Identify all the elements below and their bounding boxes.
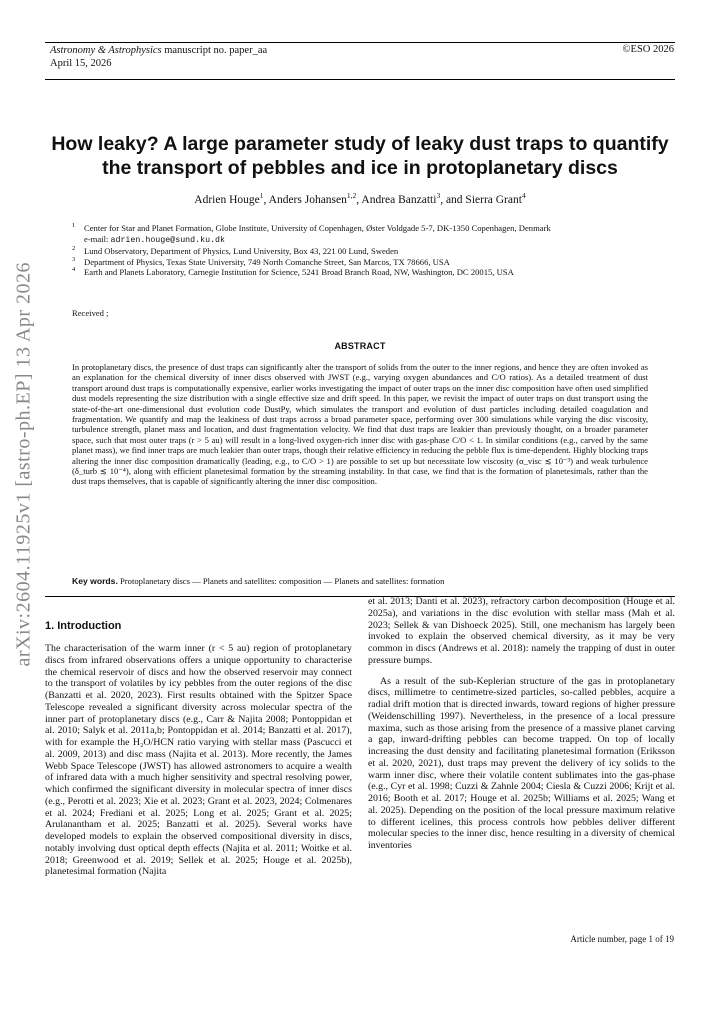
page-footer: Article number, page 1 of 19 xyxy=(570,934,674,944)
keywords-text: Protoplanetary discs — Planets and satellites: composition — Planets and satellites: formation xyxy=(120,576,445,586)
author-affil-marker: 4 xyxy=(521,191,526,200)
copyright: ©ESO 2026 xyxy=(622,44,674,55)
affiliation-item: 1 Center for Star and Planet Formation, Globe Institute, University of Copenhagen, Øster Voldgade 5-7, DK-1350 Copenhagen, Denmark e-mail: adrien.houge@sund.ku.dk xyxy=(72,222,551,245)
affiliation-item: 2 Lund Observatory, Department of Physics, Lund University, Box 43, 221 00 Lund, Sweden xyxy=(72,245,399,257)
affiliations xyxy=(72,223,662,278)
keywords-label: Key words. xyxy=(72,576,118,586)
left-column-text: The characterisation of the warm inner (r < 5 au) region of protoplanetary discs from infrared observations offers a unique opportunity to characterise the chemical reservoir of discs and how the observed reservoir may connect to the transport of volatiles by icy pebbles from the outer regions of the disc (Banzatti et al. 2020, 2023). First results obtained with the Spitzer Space Telescope revealed a significant diversity across molecular spectra of the inner part of protoplanetary discs (e.g., Carr & Najita 2008; Pontoppidan et al. 2010; Salyk et al. 2011a,b; Pontoppidan et al. 2014; Banzatti et al. 2017), with for example the H₂O/HCN ratio varying with stellar mass (Pascucci et al. 2009, 2013) and disc mass (Najita et al. 2013). More recently, the James Webb Space Telescope (JWST) has allowed astronomers to acquire a wealth of infrared data with a much higher sensitivity and spectral resolving power, which confirmed the significant diversity in molecular spectra of inner discs (e.g., Perotti et al. 2023; Xie et al. 2023; Grant et al. 2023, 2024; Colmenares et al. 2024; Frediani et al. 2025; Long et al. 2025; Grant et al. 2025; Arulanantham et al. 2025; Banzatti et al. 2025). Several works have developed models to explain the observed compositional diversity in discs, notably involving dust optical depth effects (Najita et al. 2011; Woitke et al. 2018; Greenwood et al. 2019; Sellek et al. 2025; Houge et al. 2025b), planetesimal formation (Najita xyxy=(45,643,352,878)
section-heading: 1. Introduction xyxy=(45,620,122,632)
header-date: April 15, 2026 xyxy=(50,58,112,69)
abstract-heading: ABSTRACT xyxy=(334,341,386,351)
arxiv-stamp[interactable]: arXiv:2604.11925v1 [astro-ph.EP] 13 Apr 2026 xyxy=(12,261,35,667)
author-list: Adrien Houge$^1$, Anders Johansen$^{1,2}$, Andrea Banzatti$^3$, and Sierra Grant$^4$ xyxy=(194,191,526,206)
paper-title: How leaky? A large parameter study of leaky dust traps to quantify the transport of pebbles and ice in protoplanetary discs xyxy=(51,133,669,179)
manuscript-label: manuscript no. paper_aa xyxy=(161,45,268,56)
running-header xyxy=(50,44,267,70)
author-affil-marker: 1,2 xyxy=(346,191,357,200)
keywords-line xyxy=(72,576,648,586)
email-label: e-mail: xyxy=(84,233,111,244)
right-column-paragraph: As a result of the sub-Keplerian structure of the gas in protoplanetary discs, millimetre to centimetre-sized particles, so-called pebbles, acquire a radial drift motion that is directed inwards, toward regions of higher pressure (Weidenschilling 1997). Nevertheless, in the presence of a local pressure maxima, such as those arising from the presence of a massive planet carving a gap, inward-drifting pebbles can become trapped. On top of locally increasing the dust density and facilitating planetesimal formation (Eriksson et al. 2020, 2021), dust traps may prevent the delivery of icy solids to the warm inner disc, where their volatile content sublimates into the gas-phase (e.g., Cyr et al. 1998; Cuzzi & Zahnle 2004; Ciesla & Cuzzi 2006; Krijt et al. 2016; Booth et al. 2017; Houge et al. 2025b; Williams et al. 2025; Wang et al. 2025). Depending on the position of the local pressure maximum relative to different icelines, this process controls how pebbles deliver different molecular species to the inner disc, hence resulting in a diversity of chemical inventories xyxy=(368,675,675,851)
author-name: Sierra Grant xyxy=(465,193,522,206)
abstract-text: In protoplanetary discs, the presence of dust traps can significantly alter the transport of solids from the outer to the inner regions, and hence they are often invoked as an explanation for the chemical diversity of inner discs observed with JWST (e.g., varying oxygen abundances and C/O ratios). As a detailed treatment of dust transport around dust traps is computationally expensive, earlier works investigating the impact of outer traps on the inner disc composition have often used simplified dust models representing the size distribution with a single effective size and drift speed. In this paper, we revisit the impact of outer traps on dust transport using the state-of-the-art one-dimensional dust evolution code DustPy, which simulates the transport and evolution of dust particles including detailed coagulation and fragmentation. We quantify and map the leakiness of dust traps across a broad parameter space, performing over 300 simulations while varying the disc viscosity, turbulence strength, planet mass and location, and dust fragmentation velocity. We find that dust traps are leakier than previously thought, on a broader parameter space, such that most outer traps (r > 5 au) will result in a long-lived oxygen-rich inner disc with gas-phase C/O < 1. In similar conditions (e.g., carved by the same planet mass), we find inner traps are much leakier than outer traps, though their relative efficiency in reducing the pebble flux is time-dependent. Highly blocking traps altering the inner disc composition dramatically (leading, e.g., to C/O > 1) are possible to set up but necessitate low viscosity (α_visc ≲ 10⁻³) and weak turbulence (δ_turb ≲ 10⁻⁴), along with efficient planetesimal formation by the streaming instability. In that case, we find that is the formation of planetesimals, rather than the dust traps themselves, that is capable of significantly altering the inner disc composition. xyxy=(72,362,648,487)
author-name: Anders Johansen xyxy=(268,193,347,206)
affiliation-item: 3 Department of Physics, Texas State University, 749 North Comanche Street, San Marcos, TX 78666, USA xyxy=(72,255,450,267)
author-name: Adrien Houge xyxy=(194,193,260,206)
right-column xyxy=(368,596,675,852)
email-link[interactable]: adrien.houge@sund.ku.dk xyxy=(110,235,226,245)
affiliation-item: 4 Earth and Planets Laboratory, Carnegie Institution for Science, 5241 Broad Branch Road, NW, Washington, DC 20015, USA xyxy=(72,266,514,278)
right-column-paragraph: et al. 2013; Danti et al. 2023), refractory carbon decomposition (Houge et al. 2025a), and variations in the disc evolution with stellar mass (Mah et al. 2023; Sellek & van Dishoeck 2025). Still, one mechanism has largely been invoked to explain the observed chemical diversity, as it may be very common in discs (Andrews et al. 2018): namely the trapping of dust in outer pressure bumps. xyxy=(368,596,675,666)
author-affil-marker: 1 xyxy=(259,191,264,200)
author-affil-marker: 3 xyxy=(436,191,441,200)
journal-name: Astronomy & Astrophysics xyxy=(50,45,162,56)
received-line: Received ; xyxy=(72,308,109,318)
author-name: Andrea Banzatti xyxy=(361,193,437,206)
